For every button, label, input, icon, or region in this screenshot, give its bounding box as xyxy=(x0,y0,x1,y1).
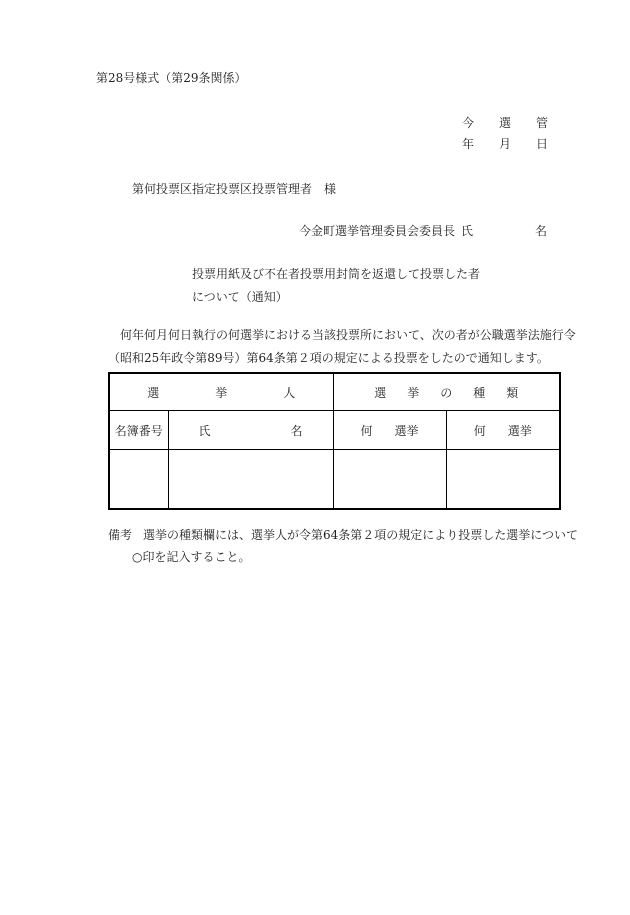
election-column-2-header xyxy=(446,411,560,450)
issuer-reference-number xyxy=(462,114,548,131)
recipient: 第何投票区指定投票区投票管理者 様 xyxy=(132,182,337,196)
election-word: 選挙 xyxy=(394,423,419,438)
name-header-left: 氏 xyxy=(198,423,211,438)
name-header-right: 名 xyxy=(290,423,303,438)
subject-line-1: 投票用紙及び不在者投票用封筒を返還して投票した者 xyxy=(192,267,481,281)
election-2-cell[interactable] xyxy=(446,450,560,510)
sender-name-field xyxy=(461,222,547,239)
register-number-header: 名簿番号 xyxy=(109,411,168,450)
header-char: 人 xyxy=(283,385,296,400)
remarks-line-2: ○印を記入すること。 xyxy=(132,550,251,564)
issuer-char: 今 xyxy=(462,116,475,130)
header-char: 類 xyxy=(506,385,519,400)
body-line-1: 何年何月何日執行の何選挙における当該投票所において、次の者が公職選挙法施行令 xyxy=(120,328,576,342)
form-number: 第28号様式（第29条関係） xyxy=(96,71,247,85)
election-kind-header-cell xyxy=(333,373,560,411)
body-line-2: （昭和25年政令第89号）第64条第２項の規定による投票をしたので通知します。 xyxy=(108,351,549,365)
election-what: 何 xyxy=(360,423,373,438)
issue-date xyxy=(462,135,548,152)
voter-table xyxy=(108,372,561,510)
elector-header-cell xyxy=(109,373,333,411)
date-day-label: 日 xyxy=(535,137,548,151)
remarks xyxy=(108,526,578,543)
election-word: 選挙 xyxy=(507,423,532,438)
remarks-line-1: 選挙の種類欄には、選挙人が令第64条第２項の規定により投票した選挙について xyxy=(143,528,579,542)
election-1-cell[interactable] xyxy=(333,450,446,510)
election-column-1-header xyxy=(333,411,446,450)
issuer-char: 管 xyxy=(535,116,548,130)
header-char: 選 xyxy=(147,385,160,400)
name-cell[interactable] xyxy=(168,450,333,510)
sender-name-right: 名 xyxy=(534,224,547,238)
remarks-label: 備考 xyxy=(108,528,133,542)
header-char: 選 xyxy=(374,385,387,400)
header-char: 挙 xyxy=(407,385,420,400)
election-what: 何 xyxy=(473,423,486,438)
date-year-label: 年 xyxy=(462,137,475,151)
table-header-row xyxy=(109,373,560,411)
sender-title: 今金町選挙管理委員会委員長 xyxy=(299,224,456,238)
register-number-cell[interactable] xyxy=(109,450,168,510)
header-char: 種 xyxy=(473,385,486,400)
name-header xyxy=(168,411,333,450)
sender-name-left: 氏 xyxy=(461,224,474,238)
header-char: 挙 xyxy=(215,385,228,400)
header-char: の xyxy=(440,385,453,400)
table-subheader-row xyxy=(109,411,560,450)
issuer-char: 選 xyxy=(498,116,511,130)
subject-line-2: について（通知） xyxy=(192,290,288,304)
table-row xyxy=(109,450,560,510)
date-month-label: 月 xyxy=(498,137,511,151)
